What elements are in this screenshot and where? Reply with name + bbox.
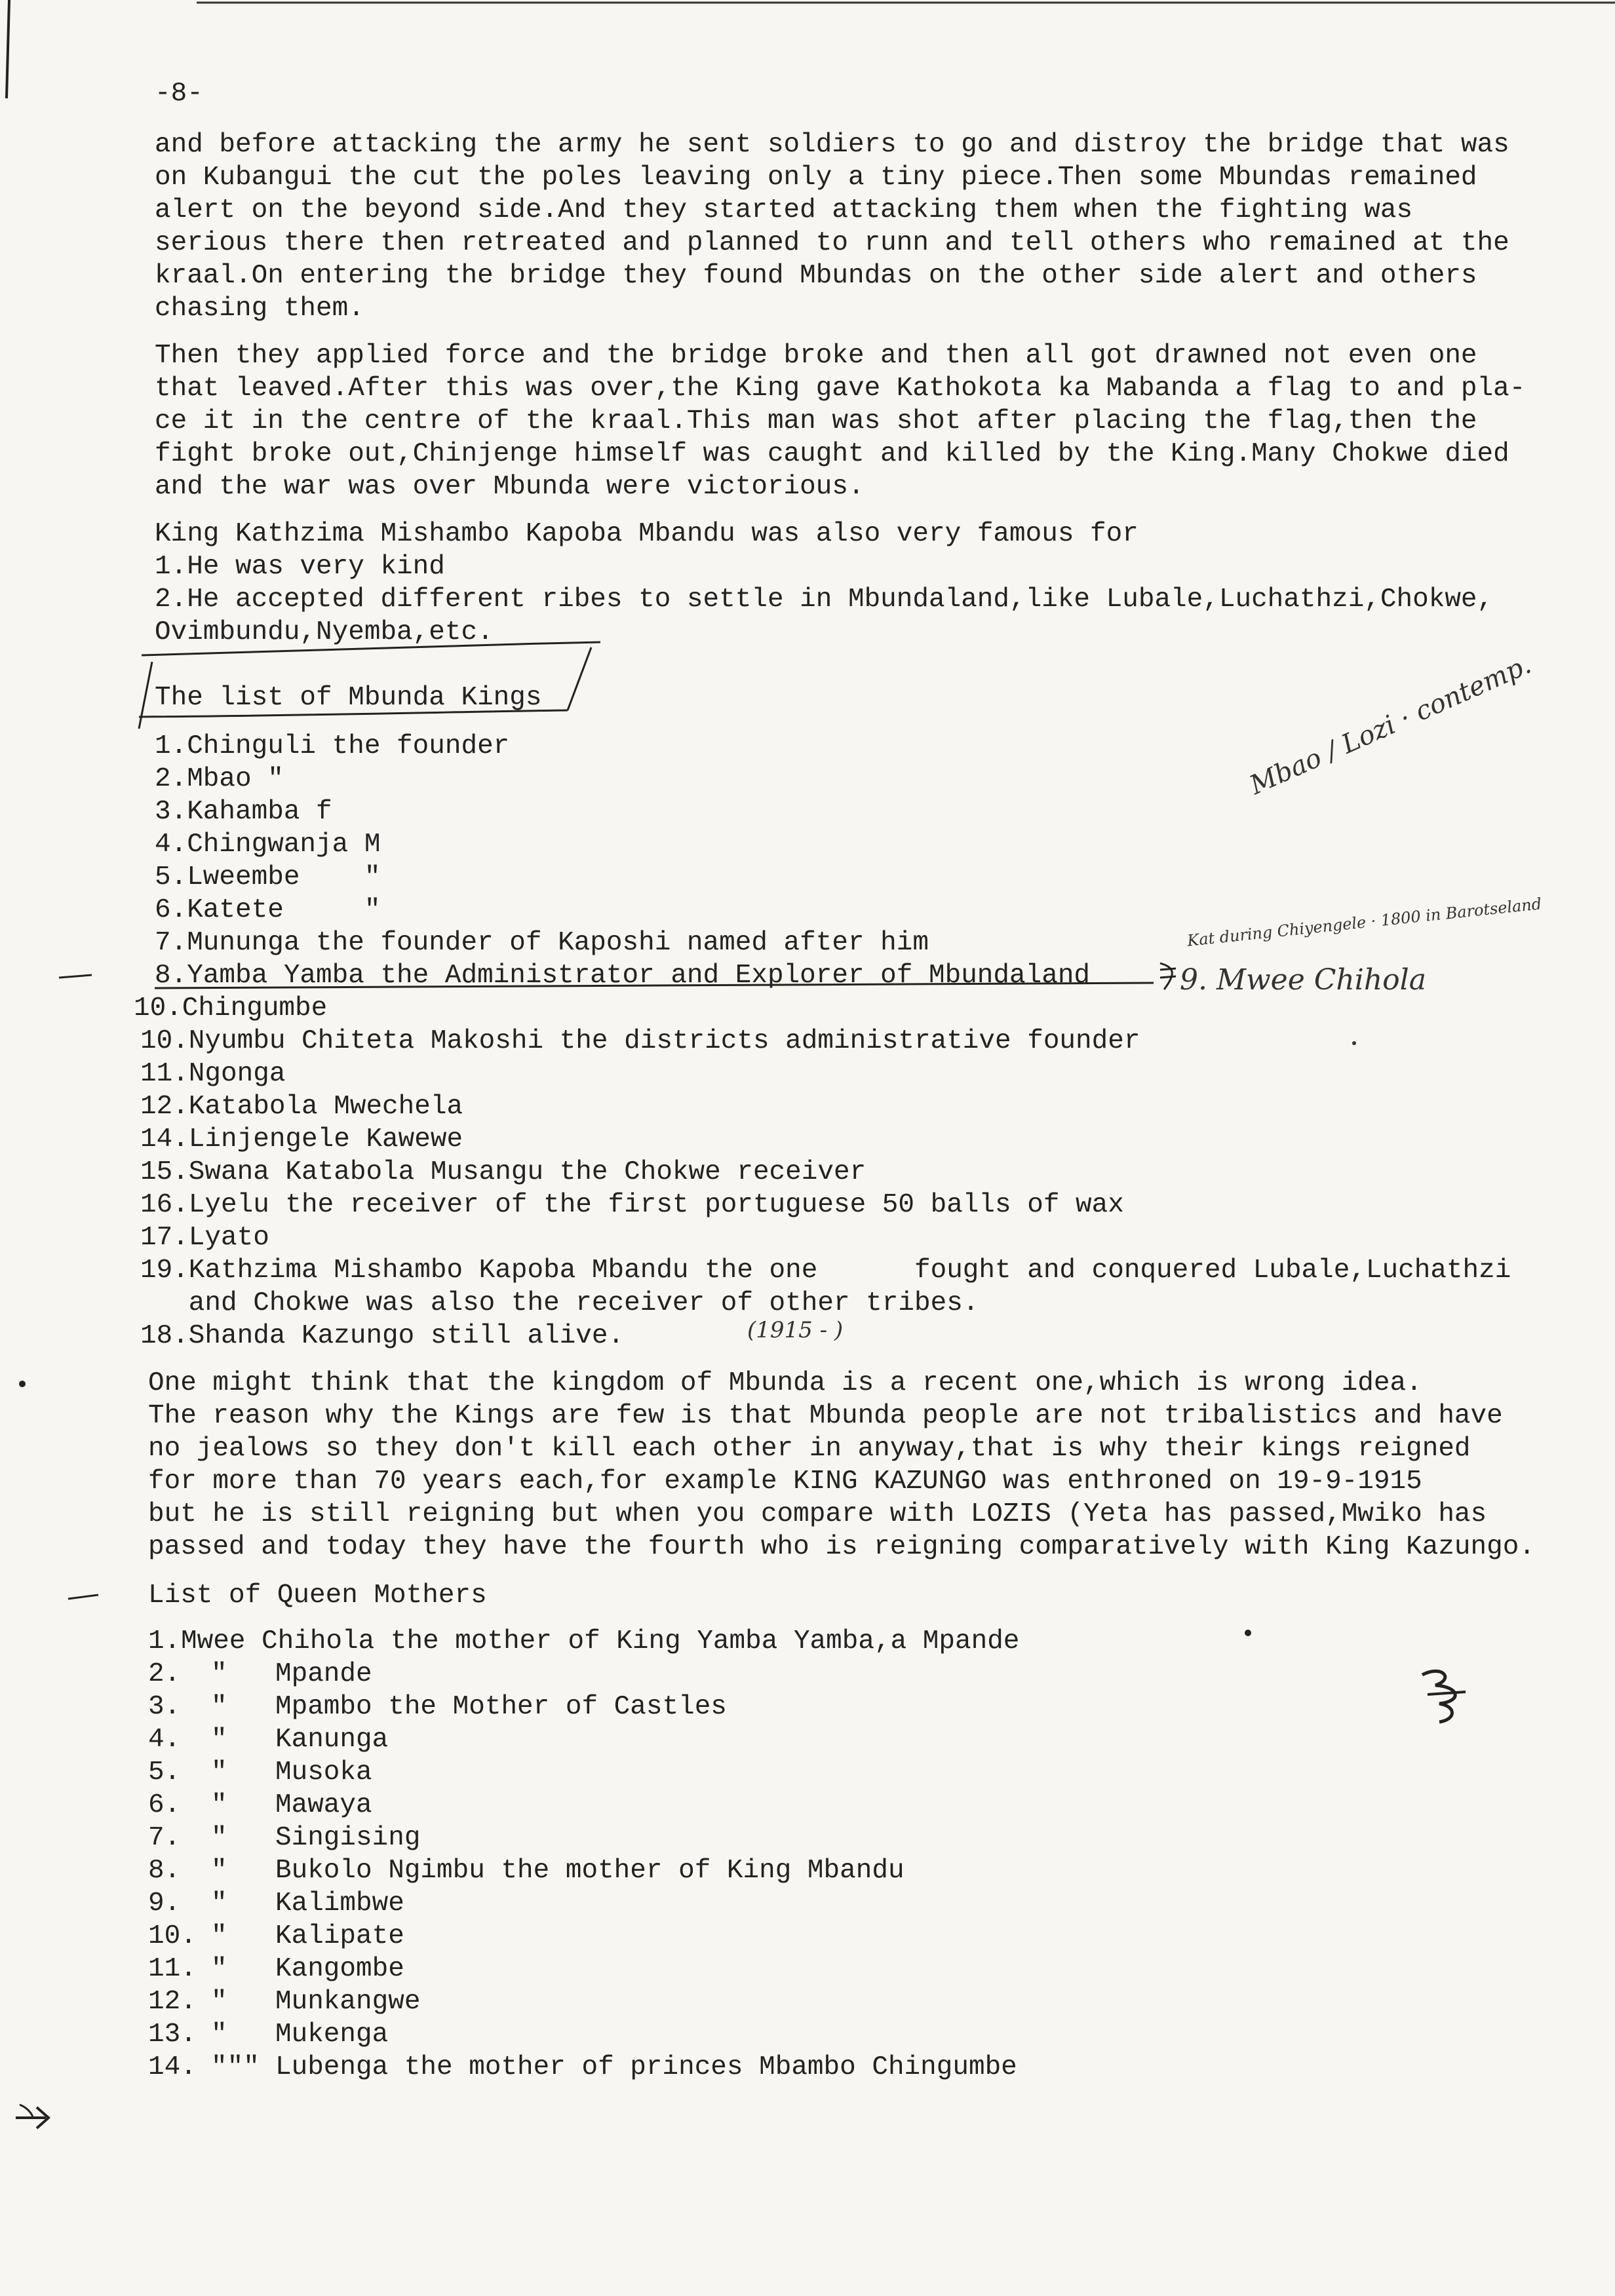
paragraph-line: 1.He was very kind (155, 552, 445, 582)
king-item: 3.Kahamba f (155, 797, 332, 827)
ditto-mark: " (211, 1692, 227, 1722)
ditto-mark: " (211, 1823, 227, 1853)
queen-number: 13. (148, 2019, 197, 2050)
paragraph-line: kraal.On entering the bridge they found Mbundas on the other side alert and others (155, 261, 1477, 291)
paragraph-line: passed and today they have the fourth who is reigning comparatively with King Kazungo. (148, 1532, 1535, 1562)
king-item: 12.Katabola Mwechela (140, 1092, 463, 1122)
queen-name: Mwee Chihola the mother of King Yamba Yamba,a Mpande (181, 1626, 1020, 1656)
queen-number: 10. (148, 1921, 197, 1951)
scribble-icon (1422, 1671, 1466, 1722)
king-item: 8.Yamba Yamba the Administrator and Explorer of Mbundaland (155, 961, 1091, 991)
kings-list-heading: The list of Mbunda Kings (155, 683, 542, 713)
queen-number: 5. (148, 1757, 181, 1788)
margin-dot (1245, 1630, 1251, 1636)
paragraph-line: serious there then retreated and planned to runn and tell others who remained at the (155, 228, 1509, 258)
heading-box-line (139, 662, 152, 729)
handwritten-annotation: (1915 - ) (747, 1317, 844, 1343)
queen-name: Mawaya (275, 1790, 372, 1820)
paragraph-line: The reason why the Kings are few is that Mbunda people are not tribalistics and have (148, 1401, 1503, 1431)
paragraph-line: One might think that the kingdom of Mbunda is a recent one,which is wrong idea. (148, 1368, 1422, 1398)
queen-name: Lubenga the mother of princes Mbambo Chingumbe (275, 2052, 1017, 2082)
heading-box-line (139, 710, 568, 717)
queen-number: 14. (148, 2052, 197, 2082)
queen-number: 8. (148, 1856, 181, 1886)
margin-dot (1352, 1041, 1356, 1045)
ditto-mark: " (211, 1725, 227, 1755)
king-item: 6.Katete " (155, 895, 381, 925)
king-item: 1.Chinguli the founder (155, 731, 510, 761)
ditto-mark: " (211, 1954, 227, 1984)
paragraph-line: and before attacking the army he sent soldiers to go and distroy the bridge that was (155, 130, 1509, 160)
ditto-mark: " (211, 2019, 227, 2050)
ditto-mark: " (211, 1659, 227, 1689)
equals-mark (1160, 968, 1176, 978)
paragraph-line: for more than 70 years each,for example KING KAZUNGO was enthroned on 19-9-1915 (148, 1466, 1422, 1497)
queen-number: 12. (148, 1987, 197, 2017)
paragraph-line: 2.He accepted different ribes to settle in Mbundaland,like Lubale,Luchathzi,Chokwe, (155, 584, 1494, 615)
king-item: 17.Lyato (140, 1223, 269, 1253)
king-item: 16.Lyelu the receiver of the first portuguese 50 balls of wax (140, 1190, 1124, 1220)
heading-box-line (568, 647, 591, 710)
ditto-mark: " (211, 1888, 227, 1919)
paragraph-line: Ovimbundu,Nyemba,etc. (155, 617, 494, 647)
paragraph-line: and the war was over Mbunda were victorious. (155, 472, 865, 502)
king-item: 15.Swana Katabola Musangu the Chokwe receiver (140, 1157, 866, 1187)
paragraph-line: alert on the beyond side.And they started attacking them when the fighting was (155, 195, 1413, 225)
handwritten-annotation: Mbao / Lozi · contemp. (1245, 649, 1536, 801)
queen-name: Kalipate (275, 1921, 404, 1951)
queen-name: Mpande (275, 1659, 372, 1689)
page-number: -8- (155, 79, 203, 109)
king-item: 2.Mbao " (155, 764, 284, 794)
king-item: 11.Ngonga (140, 1059, 286, 1089)
paragraph-line: on Kubangui the cut the poles leaving only a tiny piece.Then some Mbundas remained (155, 163, 1477, 193)
ditto-mark: " (211, 1987, 227, 2017)
queen-number: 2. (148, 1659, 181, 1689)
queen-name: Singising (275, 1823, 421, 1853)
king-item: 18.Shanda Kazungo still alive. (140, 1321, 625, 1351)
paragraph-line: ce it in the centre of the kraal.This man was shot after placing the flag,then the (155, 406, 1477, 436)
handwritten-annotation: Kat during Chiyengele · 1800 in Barotseland (1186, 894, 1543, 950)
queen-number: 4. (148, 1725, 181, 1755)
king-item: 14.Linjengele Kawewe (140, 1124, 463, 1155)
margin-dash (59, 975, 92, 978)
queen-name: Kangombe (275, 1954, 404, 1984)
king-item: 5.Lweembe " (155, 862, 381, 892)
paragraph-line: chasing them. (155, 294, 364, 324)
king-item: 19.Kathzima Mishambo Kapoba Mbandu the one fought and conquered Lubale,Luchathzi (140, 1255, 1511, 1286)
king-item: 7.Mununga the founder of Kaposhi named after him (155, 928, 929, 958)
queen-name: Bukolo Ngimbu the mother of King Mbandu (275, 1856, 905, 1886)
queen-name: Munkangwe (275, 1987, 421, 2017)
margin-dot (19, 1381, 26, 1387)
paragraph-line: fight broke out,Chinjenge himself was caught and killed by the King.Many Chokwe died (155, 439, 1509, 469)
ditto-mark: """ (211, 2052, 260, 2082)
king-item: 10.Chingumbe (134, 993, 328, 1024)
paragraph-line: but he is still reigning but when you compare with LOZIS (Yeta has passed,Mwiko has (148, 1499, 1487, 1529)
paragraph-line: Then they applied force and the bridge broke and then all got drawned not even one (155, 341, 1477, 371)
queens-list-heading: List of Queen Mothers (148, 1580, 487, 1611)
queen-number: 11. (148, 1954, 197, 1984)
queen-number: 9. (148, 1888, 181, 1919)
queen-number: 3. (148, 1692, 181, 1722)
ditto-mark: " (211, 1856, 227, 1886)
queen-number: 7. (148, 1823, 181, 1853)
scan-edge-line (7, 0, 9, 98)
king-item: and Chokwe was also the receiver of other tribes. (140, 1288, 979, 1318)
queen-name: Mpambo the Mother of Castles (275, 1692, 727, 1722)
underline (155, 983, 1154, 988)
margin-arrow-icon (16, 2105, 49, 2128)
paragraph-line: King Kathzima Mishambo Kapoba Mbandu was also very famous for (155, 519, 1138, 549)
ditto-mark: " (211, 1790, 227, 1820)
queen-name: Musoka (275, 1757, 372, 1788)
queen-name: Mukenga (275, 2019, 389, 2050)
handwritten-annotation: 9. Mwee Chihola (1180, 963, 1426, 997)
king-item: 10.Nyumbu Chiteta Makoshi the districts administrative founder (140, 1026, 1140, 1056)
ditto-mark: " (211, 1921, 227, 1951)
margin-dash (68, 1595, 98, 1599)
paragraph-line: no jealows so they don't kill each other in anyway,that is why their kings reigned (148, 1434, 1471, 1464)
heading-box-line (142, 642, 600, 655)
ditto-mark: " (211, 1757, 227, 1788)
queen-number: 6. (148, 1790, 181, 1820)
queen-name: Kalimbwe (275, 1888, 404, 1919)
queen-name: Kanunga (275, 1725, 389, 1755)
king-item: 4.Chingwanja M (155, 830, 381, 860)
paragraph-line: that leaved.After this was over,the King gave Kathokota ka Mabanda a flag to and pla- (155, 373, 1526, 404)
queen-number: 1. (148, 1626, 181, 1656)
